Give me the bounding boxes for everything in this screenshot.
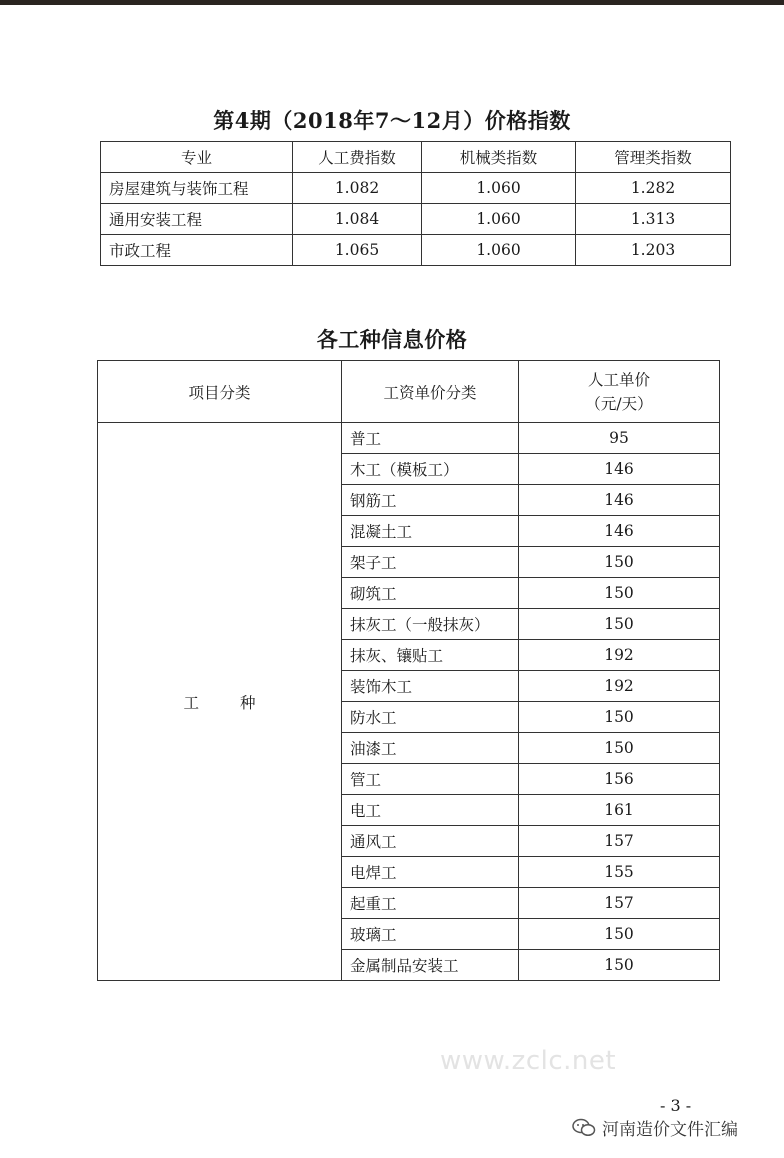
index-cell: 1.084 [293, 204, 422, 235]
labor-price-table [97, 360, 720, 981]
index-cell: 1.313 [576, 204, 731, 235]
worker-type-cell: 架子工 [342, 547, 519, 578]
index-row [101, 235, 731, 266]
unit-price-cell: 150 [519, 733, 720, 764]
index-cell: 1.060 [422, 204, 576, 235]
index-cell: 1.282 [576, 173, 731, 204]
index-header-cell: 机械类指数 [422, 142, 576, 173]
unit-price-cell: 150 [519, 919, 720, 950]
price-header-label: 人工单价 [587, 370, 650, 389]
index-cell: 房屋建筑与装饰工程 [101, 173, 293, 204]
index-title: 第4期（2018年7～12月）价格指数 [213, 108, 571, 133]
unit-price-cell: 192 [519, 671, 720, 702]
page-number: - 3 - [660, 1096, 692, 1115]
worker-type-cell: 电工 [342, 795, 519, 826]
index-cell: 1.082 [293, 173, 422, 204]
index-header-cell: 人工费指数 [293, 142, 422, 173]
worker-type-cell: 普工 [342, 423, 519, 454]
type-header: 工资单价分类 [342, 361, 519, 423]
unit-price-cell: 150 [519, 609, 720, 640]
price-title: 各工种信息价格 [316, 327, 468, 352]
worker-type-cell: 混凝土工 [342, 516, 519, 547]
unit-price-cell: 146 [519, 485, 720, 516]
wechat-icon [572, 1118, 596, 1138]
unit-price-cell: 150 [519, 702, 720, 733]
unit-price-cell: 150 [519, 547, 720, 578]
worker-type-cell: 装饰木工 [342, 671, 519, 702]
price-header [519, 361, 720, 423]
unit-price-cell: 157 [519, 826, 720, 857]
index-cell: 1.060 [422, 235, 576, 266]
index-cell: 1.065 [293, 235, 422, 266]
wechat-account-name: 河南造价文件汇编 [602, 1120, 738, 1140]
index-cell: 市政工程 [101, 235, 293, 266]
worker-type-cell: 玻璃工 [342, 919, 519, 950]
worker-type-cell: 钢筋工 [342, 485, 519, 516]
worker-type-cell: 抹灰、镶贴工 [342, 640, 519, 671]
worker-type-cell: 木工（模板工） [342, 454, 519, 485]
worker-type-cell: 管工 [342, 764, 519, 795]
price-header-row [98, 361, 720, 423]
worker-type-cell: 砌筑工 [342, 578, 519, 609]
unit-price-cell: 150 [519, 578, 720, 609]
category-cell: 工 种 [98, 423, 342, 981]
unit-price-cell: 146 [519, 454, 720, 485]
unit-price-cell: 156 [519, 764, 720, 795]
unit-price-cell: 161 [519, 795, 720, 826]
price-index-table [100, 141, 731, 266]
index-row [101, 204, 731, 235]
wechat-account-mark [572, 1115, 738, 1140]
worker-type-cell: 金属制品安装工 [342, 950, 519, 981]
unit-price-cell: 155 [519, 857, 720, 888]
worker-type-cell: 油漆工 [342, 733, 519, 764]
index-cell: 1.060 [422, 173, 576, 204]
category-header: 项目分类 [98, 361, 342, 423]
worker-type-cell: 通风工 [342, 826, 519, 857]
price-row [98, 423, 720, 454]
worker-type-cell: 抹灰工（一般抹灰） [342, 609, 519, 640]
site-watermark: www.zclc.net [440, 1046, 617, 1076]
worker-type-cell: 电焊工 [342, 857, 519, 888]
index-header-cell: 管理类指数 [576, 142, 731, 173]
index-header-row [101, 142, 731, 173]
unit-price-cell: 192 [519, 640, 720, 671]
index-row [101, 173, 731, 204]
index-header-cell: 专业 [101, 142, 293, 173]
unit-price-cell: 95 [519, 423, 720, 454]
price-header-unit: （元/天） [585, 394, 653, 413]
index-cell: 通用安装工程 [101, 204, 293, 235]
worker-type-cell: 起重工 [342, 888, 519, 919]
worker-type-cell: 防水工 [342, 702, 519, 733]
index-cell: 1.203 [576, 235, 731, 266]
unit-price-cell: 157 [519, 888, 720, 919]
scan-top-edge [0, 0, 784, 5]
unit-price-cell: 150 [519, 950, 720, 981]
unit-price-cell: 146 [519, 516, 720, 547]
